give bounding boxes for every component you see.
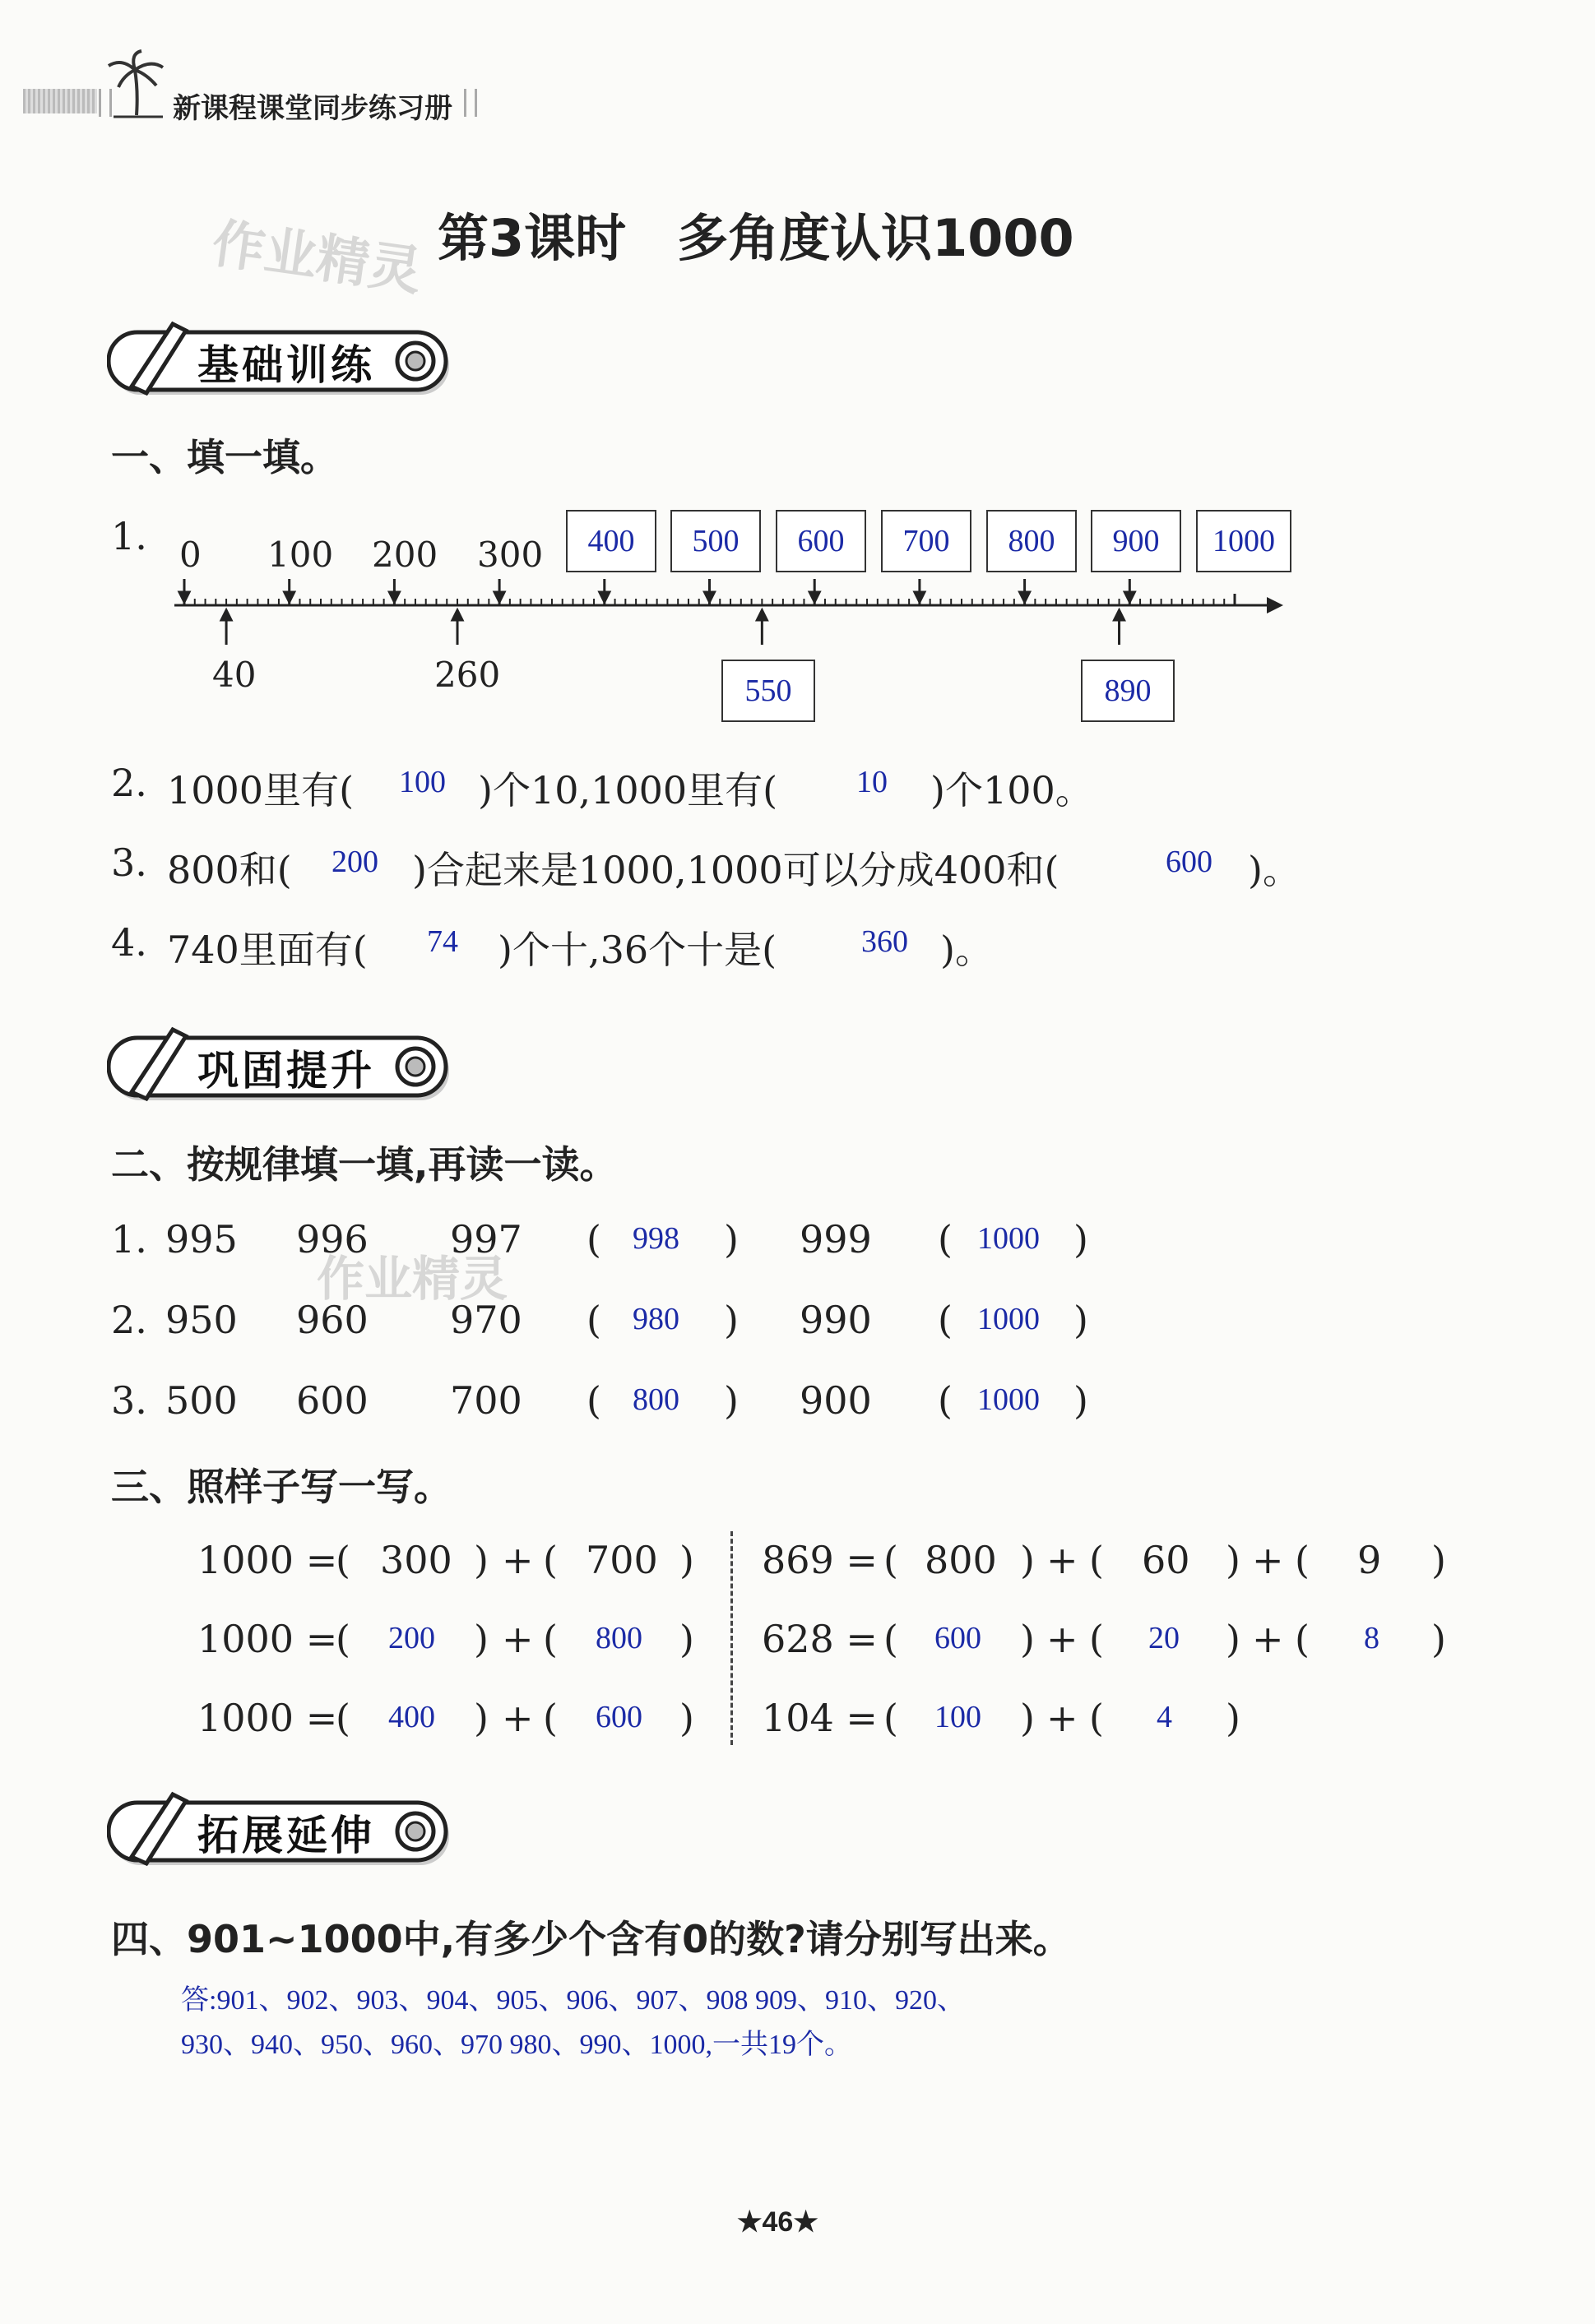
q3-right-row-1-a: 800 bbox=[925, 1538, 997, 1582]
arrow-down-icon bbox=[809, 592, 819, 602]
q1-line-4 bbox=[111, 920, 1509, 970]
q3-right-row-1-plus-1: + bbox=[1046, 1538, 1078, 1582]
q3-right-row-1-paren-open-b: ( bbox=[1089, 1538, 1104, 1582]
answer-box-700[interactable]: 700 bbox=[881, 510, 971, 572]
q2-row-3-answer-1[interactable]: 800 bbox=[633, 1382, 679, 1417]
q1-line-3-text-a: 800和( bbox=[167, 848, 292, 892]
q2-row-3-answer-2[interactable]: 1000 bbox=[977, 1382, 1040, 1417]
q3-left-row-1-paren-close-b: ) bbox=[679, 1538, 694, 1582]
answer-box-900[interactable]: 900 bbox=[1091, 510, 1181, 572]
q1-line-4-answer-2[interactable]: 360 bbox=[861, 924, 908, 959]
q3-right-row-2-paren-open-a: ( bbox=[883, 1617, 898, 1661]
q3-left-row-3 bbox=[197, 1696, 707, 1745]
q3-right-row-1-lhs: 869 = bbox=[762, 1538, 878, 1582]
q2-row-2-b: 960 bbox=[296, 1298, 369, 1342]
q1-line-4-number: 4. bbox=[111, 920, 147, 965]
q2-row-3-paren-open-1: ( bbox=[587, 1378, 601, 1423]
answer-box-890[interactable]: 890 bbox=[1081, 660, 1175, 722]
q1-line-3-answer-1[interactable]: 200 bbox=[332, 845, 378, 879]
q3-left-row-3-lhs: 1000 = bbox=[197, 1696, 338, 1740]
q3-left-row-1-paren-open-b: ( bbox=[543, 1538, 558, 1582]
q2-row-2-answer-2[interactable]: 1000 bbox=[977, 1302, 1040, 1336]
q3-left-row-2-plus: + bbox=[502, 1617, 534, 1661]
q3-right-row-2-answer-b[interactable]: 20 bbox=[1148, 1621, 1180, 1655]
q3-right-row-2-paren-close-c: ) bbox=[1431, 1617, 1446, 1661]
q3-right-row-3-paren-open-b: ( bbox=[1089, 1696, 1104, 1740]
arrow-down-icon bbox=[915, 592, 925, 602]
q2-row-3-paren-close-1: ) bbox=[724, 1378, 739, 1423]
q2-row-2-c: 970 bbox=[450, 1298, 522, 1342]
q2-row-1-b: 996 bbox=[296, 1217, 369, 1262]
q4-heading: 四、901~1000中,有多少个含有0的数?请分别写出来。 bbox=[111, 1917, 1071, 1961]
arrow-down-icon bbox=[600, 592, 610, 602]
q3-left-row-2-lhs: 1000 = bbox=[197, 1617, 338, 1661]
q2-row-1-answer-1[interactable]: 998 bbox=[633, 1221, 679, 1256]
arrow-down-icon bbox=[389, 592, 399, 602]
q2-row-1-d: 999 bbox=[800, 1217, 872, 1262]
q3-left-row-2-paren-close-a: ) bbox=[474, 1617, 489, 1661]
q3-left-row-3-paren-close-b: ) bbox=[679, 1696, 694, 1740]
q1-line-2-answer-1[interactable]: 100 bbox=[399, 765, 446, 799]
header-bar bbox=[23, 89, 97, 113]
q3-left-row-2-answer-a[interactable]: 200 bbox=[388, 1621, 435, 1655]
q2-row-3-a: 500 bbox=[165, 1378, 238, 1423]
q1-line-2-number: 2. bbox=[111, 761, 147, 805]
q4-answer-line-2[interactable]: 930、940、950、960、970 980、990、1000,一共19个。 bbox=[181, 2030, 852, 2060]
q3-right-row-1-paren-close-c: ) bbox=[1431, 1538, 1446, 1582]
q2-row-1-a: 995 bbox=[165, 1217, 238, 1262]
q3-right-row-3-paren-close-b: ) bbox=[1226, 1696, 1240, 1740]
q2-row-2-d: 990 bbox=[800, 1298, 872, 1342]
q1-line-3-text-b: )合起来是1000,1000可以分成400和( bbox=[412, 848, 1059, 892]
q2-row-1-paren-open-1: ( bbox=[587, 1217, 601, 1262]
page-number-block bbox=[737, 2206, 818, 2238]
q2-row-1-paren-close-1: ) bbox=[724, 1217, 739, 1262]
nl-label-260: 260 bbox=[434, 655, 501, 695]
q3-right-row-2-paren-close-a: ) bbox=[1020, 1617, 1035, 1661]
q1-heading: 一、填一填。 bbox=[111, 435, 338, 479]
answer-box-500[interactable]: 500 bbox=[670, 510, 761, 572]
q1-line-2-text-c: )个100。 bbox=[930, 768, 1093, 812]
page-title: 第3课时 多角度认识1000 bbox=[438, 208, 1074, 268]
q1-line-4-text-a: 740里面有( bbox=[167, 928, 368, 972]
q1-line-3 bbox=[111, 840, 1509, 890]
q3-right-row-2-paren-close-b: ) bbox=[1226, 1617, 1240, 1661]
q2-row-3-c: 700 bbox=[450, 1378, 522, 1423]
q3-left-row-1-paren-close-a: ) bbox=[474, 1538, 489, 1582]
q3-right-row-3-lhs: 104 = bbox=[762, 1696, 878, 1740]
q3-right-row-2-plus-2: + bbox=[1252, 1617, 1284, 1661]
q1-item-number: 1. bbox=[111, 514, 147, 558]
q3-left-row-3-paren-close-a: ) bbox=[474, 1696, 489, 1740]
q2-row-2-paren-open-2: ( bbox=[938, 1298, 953, 1342]
answer-box-1000[interactable]: 1000 bbox=[1196, 510, 1291, 572]
q3-heading: 三、照样子写一写。 bbox=[111, 1465, 452, 1509]
q3-right-row-3-paren-close-a: ) bbox=[1020, 1696, 1035, 1740]
q3-right-row-1-paren-open-a: ( bbox=[883, 1538, 898, 1582]
section-tag-consolidate-label: 巩固提升 bbox=[197, 1047, 375, 1095]
q2-row-2-paren-open-1: ( bbox=[587, 1298, 601, 1342]
q3-right-row-2-paren-open-b: ( bbox=[1089, 1617, 1104, 1661]
q2-row-2-number: 2. bbox=[111, 1298, 147, 1342]
series-title: 新课程课堂同步练习册 bbox=[173, 92, 452, 125]
q2-heading: 二、按规律填一填,再读一读。 bbox=[111, 1142, 618, 1187]
q2-row-1-number: 1. bbox=[111, 1217, 147, 1262]
q2-row-3 bbox=[111, 1378, 1180, 1428]
star-icon-left: ★ bbox=[737, 2206, 763, 2238]
q3-left-row-2-paren-open-b: ( bbox=[543, 1617, 558, 1661]
q3-left-row-2-paren-open-a: ( bbox=[336, 1617, 350, 1661]
arrow-down-icon bbox=[494, 592, 504, 602]
q3-right-row-1-paren-close-b: ) bbox=[1226, 1538, 1240, 1582]
q3-right-row-1-c: 9 bbox=[1357, 1538, 1382, 1582]
q3-right-row-2 bbox=[762, 1617, 1486, 1666]
nl-label-0: 0 bbox=[179, 535, 202, 575]
q3-left-row-3-paren-open-b: ( bbox=[543, 1696, 558, 1740]
q3-right-row-3-plus-1: + bbox=[1046, 1696, 1078, 1740]
q2-row-3-b: 600 bbox=[296, 1378, 369, 1423]
q2-row-1-c: 997 bbox=[450, 1217, 522, 1262]
q4-answer-line-1[interactable]: 答:901、902、903、904、905、906、907、908 909、910、920、 bbox=[181, 1985, 965, 2016]
q3-right-row-2-answer-a[interactable]: 600 bbox=[934, 1621, 981, 1655]
arrow-down-icon bbox=[179, 592, 189, 602]
q2-row-3-number: 3. bbox=[111, 1378, 147, 1423]
nl-label-100: 100 bbox=[267, 535, 334, 575]
q2-row-3-d: 900 bbox=[800, 1378, 872, 1423]
q2-row-1-paren-open-2: ( bbox=[938, 1217, 953, 1262]
star-icon-right: ★ bbox=[793, 2206, 818, 2238]
arrow-down-icon bbox=[1020, 592, 1030, 602]
q3-right-row-3-paren-open-a: ( bbox=[883, 1696, 898, 1740]
q1-line-3-number: 3. bbox=[111, 840, 147, 885]
q3-right-row-1-plus-2: + bbox=[1252, 1538, 1284, 1582]
q3-left-row-1-plus: + bbox=[502, 1538, 534, 1582]
q1-line-4-answer-1[interactable]: 74 bbox=[427, 924, 458, 959]
q3-right-row-2-lhs: 628 = bbox=[762, 1617, 878, 1661]
q2-row-1-answer-2[interactable]: 1000 bbox=[977, 1221, 1040, 1256]
q3-left-row-2-paren-close-b: ) bbox=[679, 1617, 694, 1661]
q2-row-2-a: 950 bbox=[165, 1298, 238, 1342]
q2-row-1 bbox=[111, 1217, 1180, 1266]
nl-label-40: 40 bbox=[212, 655, 257, 695]
q2-row-2-paren-close-1: ) bbox=[724, 1298, 739, 1342]
q2-row-2-answer-1[interactable]: 980 bbox=[633, 1302, 679, 1336]
nl-label-200: 200 bbox=[372, 535, 438, 575]
q3-left-row-1-lhs: 1000 = bbox=[197, 1538, 338, 1582]
section-tag-extend-label: 拓展延伸 bbox=[197, 1812, 375, 1859]
palm-tree-icon bbox=[105, 49, 171, 119]
q1-line-2 bbox=[111, 761, 1509, 810]
arrow-up-icon bbox=[221, 610, 231, 620]
arrow-up-icon bbox=[452, 610, 462, 620]
q3-left-row-1-paren-open-a: ( bbox=[336, 1538, 350, 1582]
q3-left-row-2-answer-b[interactable]: 800 bbox=[596, 1621, 642, 1655]
q2-row-3-paren-open-2: ( bbox=[938, 1378, 953, 1423]
q2-row-1-paren-close-2: ) bbox=[1073, 1217, 1088, 1262]
header-bars-right bbox=[464, 89, 477, 117]
q3-left-row-1-a: 300 bbox=[380, 1538, 452, 1582]
q3-right-row-1-paren-close-a: ) bbox=[1020, 1538, 1035, 1582]
q1-line-4-text-c: )。 bbox=[940, 928, 993, 972]
q1-line-2-answer-2[interactable]: 10 bbox=[856, 765, 888, 799]
answer-box-800[interactable]: 800 bbox=[986, 510, 1077, 572]
q3-left-row-3-answer-b[interactable]: 600 bbox=[596, 1700, 642, 1734]
watermark: 作业精灵 bbox=[208, 213, 426, 303]
page-number: 46 bbox=[762, 2206, 794, 2238]
q3-left-row-2 bbox=[197, 1617, 707, 1666]
q3-left-row-1 bbox=[197, 1538, 707, 1587]
q3-divider bbox=[730, 1531, 733, 1745]
arrow-down-icon bbox=[705, 592, 715, 602]
q2-row-3-paren-close-2: ) bbox=[1073, 1378, 1088, 1423]
q1-line-4-text-b: )个十,36个十是( bbox=[498, 928, 777, 972]
q1-line-2-text-b: )个10,1000里有( bbox=[478, 768, 778, 812]
q2-row-2 bbox=[111, 1298, 1180, 1347]
q3-right-row-3-answer-b[interactable]: 4 bbox=[1157, 1700, 1172, 1734]
section-tag-consolidate bbox=[107, 1026, 461, 1109]
q3-right-row-1 bbox=[762, 1538, 1486, 1587]
answer-box-600[interactable]: 600 bbox=[776, 510, 866, 572]
answer-box-550[interactable]: 550 bbox=[721, 660, 815, 722]
section-tag-extend bbox=[107, 1791, 461, 1873]
section-tag-basic bbox=[107, 321, 461, 403]
q3-right-row-1-paren-open-c: ( bbox=[1295, 1538, 1310, 1582]
arrow-up-icon bbox=[1115, 610, 1124, 620]
q3-right-row-3 bbox=[762, 1696, 1486, 1745]
arrow-up-icon bbox=[757, 610, 767, 620]
q3-right-row-1-b: 60 bbox=[1142, 1538, 1190, 1582]
q1-line-3-text-c: )。 bbox=[1248, 848, 1301, 892]
arrow-down-icon bbox=[285, 592, 294, 602]
arrow-down-icon bbox=[1124, 592, 1134, 602]
q1-line-2-text-a: 1000里有( bbox=[167, 768, 355, 812]
q3-right-row-2-plus-1: + bbox=[1046, 1617, 1078, 1661]
q3-right-row-2-answer-c[interactable]: 8 bbox=[1364, 1621, 1379, 1655]
q1-line-3-answer-2[interactable]: 600 bbox=[1166, 845, 1212, 879]
q2-row-2-paren-close-2: ) bbox=[1073, 1298, 1088, 1342]
watermark-2: 作业精灵 bbox=[317, 1251, 508, 1307]
q3-right-row-2-paren-open-c: ( bbox=[1295, 1617, 1310, 1661]
answer-box-400[interactable]: 400 bbox=[566, 510, 656, 572]
q3-left-row-3-answer-a[interactable]: 400 bbox=[388, 1700, 435, 1734]
nl-label-300: 300 bbox=[477, 535, 544, 575]
q3-left-row-3-plus: + bbox=[502, 1696, 534, 1740]
q3-right-row-3-answer-a[interactable]: 100 bbox=[934, 1700, 981, 1734]
q3-left-row-1-b: 700 bbox=[586, 1538, 658, 1582]
q3-left-row-3-paren-open-a: ( bbox=[336, 1696, 350, 1740]
section-tag-basic-label: 基础训练 bbox=[197, 341, 375, 389]
